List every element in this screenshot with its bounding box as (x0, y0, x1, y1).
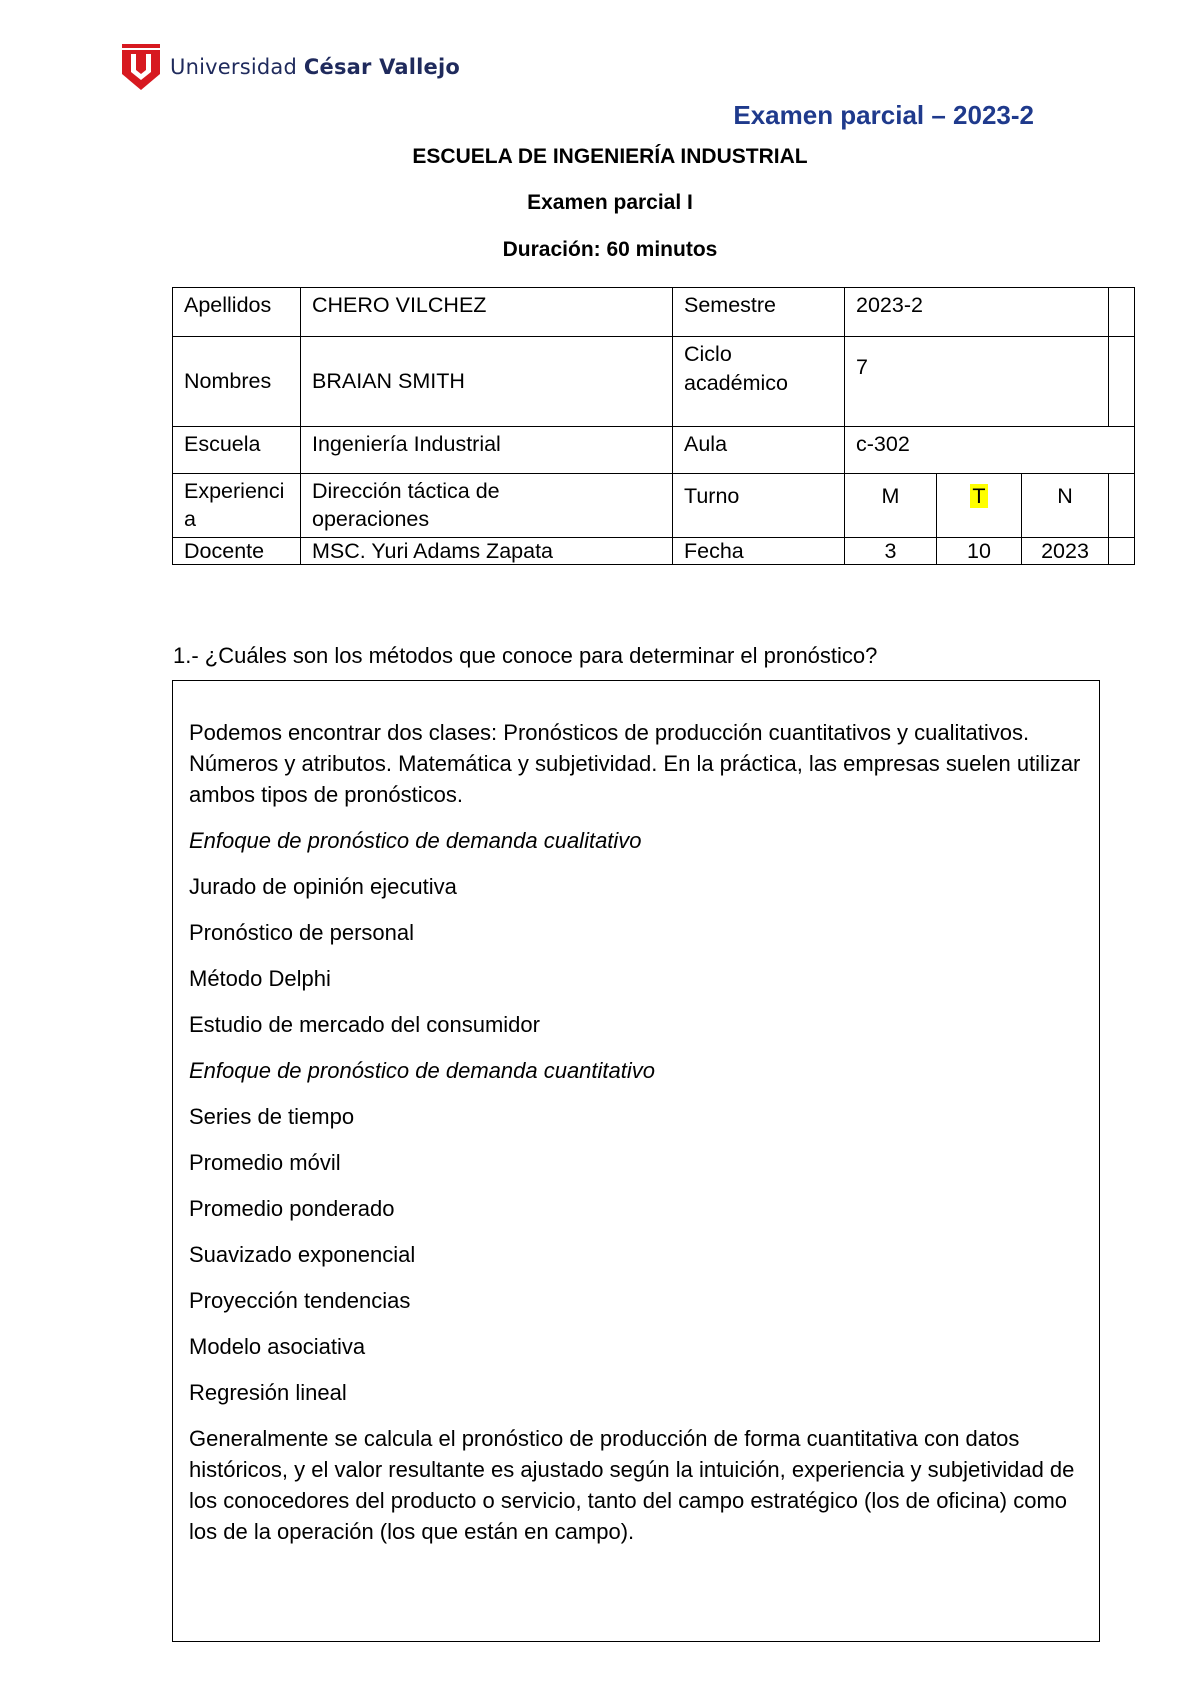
list-item: Estudio de mercado del consumidor (189, 1012, 540, 1037)
escuela-value: Ingeniería Industrial (301, 427, 673, 474)
question-1: 1.- ¿Cuáles son los métodos que conoce para determinar el pronóstico? (173, 643, 878, 668)
list-item: Jurado de opinión ejecutiva (189, 874, 457, 899)
answer-conclusion: Generalmente se calcula el pronóstico de producción de forma cuantitativa con datos históricos, y el valor resultante es ajustado según la intuición, experiencia y subjetividad de los conocedores del producto o servicio, tanto del campo estratégico (los de oficina) como los de la operación (los que están en campo). (189, 1426, 1075, 1544)
turno-label: Turno (673, 474, 845, 538)
turno-m: M (845, 474, 937, 538)
ciclo-label: Ciclo académico (673, 337, 845, 427)
apellidos-value: CHERO VILCHEZ (301, 288, 673, 337)
nombres-label: Nombres (173, 337, 301, 427)
list-item: Series de tiempo (189, 1104, 355, 1129)
list-item: Pronóstico de personal (189, 920, 415, 945)
aula-label: Aula (673, 427, 845, 474)
ciclo-value: 7 (845, 337, 1109, 427)
empty-cell (1109, 288, 1135, 337)
list-item: Método Delphi (189, 966, 331, 991)
docente-value: MSC. Yuri Adams Zapata (301, 538, 673, 565)
table-row (173, 337, 1135, 427)
list-item: Promedio móvil (189, 1150, 341, 1175)
list-item: Regresión lineal (189, 1380, 347, 1405)
student-info-table (172, 287, 1135, 565)
empty-cell (1109, 474, 1135, 538)
fecha-label: Fecha (673, 538, 845, 565)
university-name: Universidad César Vallejo (170, 55, 461, 79)
turno-t (937, 474, 1022, 538)
table-row (173, 474, 1135, 538)
quantitative-heading: Enfoque de pronóstico de demanda cuantitativo (189, 1058, 655, 1083)
fecha-day: 3 (845, 538, 937, 565)
experiencia-label: Experiencia (173, 474, 301, 538)
answer-intro: Podemos encontrar dos clases: Pronósticos de producción cuantitativos y cualitativos. Números y atributos. Matemática y subjetividad. En la práctica, las empresas suelen utilizar ambos tipos de pronósticos. (189, 720, 1081, 807)
school-name: ESCUELA DE INGENIERÍA INDUSTRIAL (412, 145, 808, 168)
table-row (173, 288, 1135, 337)
empty-cell (1109, 538, 1135, 565)
nombres-value: BRAIAN SMITH (301, 337, 673, 427)
semestre-label: Semestre (673, 288, 845, 337)
aula-value: c-302 (845, 427, 1135, 474)
empty-cell (1109, 337, 1135, 427)
turno-t-highlight: T (972, 484, 986, 508)
apellidos-label: Apellidos (173, 288, 301, 337)
fecha-year: 2023 (1022, 538, 1109, 565)
list-item: Proyección tendencias (189, 1288, 411, 1313)
university-logo (122, 44, 460, 90)
docente-label: Docente (173, 538, 301, 565)
fecha-month: 10 (937, 538, 1022, 565)
list-item: Promedio ponderado (189, 1196, 395, 1221)
escuela-label: Escuela (173, 427, 301, 474)
experiencia-value: Dirección táctica de operaciones (301, 474, 673, 538)
ucv-shield-icon (122, 44, 160, 90)
table-row (173, 427, 1135, 474)
exam-subtitle: Examen parcial I (527, 191, 693, 214)
exam-duration: Duración: 60 minutos (502, 238, 718, 261)
exam-title: Examen parcial – 2023-2 (733, 100, 1034, 130)
semestre-value: 2023-2 (845, 288, 1109, 337)
table-row (173, 538, 1135, 565)
qualitative-heading: Enfoque de pronóstico de demanda cualitativo (189, 828, 642, 853)
answer-box (172, 680, 1100, 1642)
list-item: Suavizado exponencial (189, 1242, 416, 1267)
list-item: Modelo asociativa (189, 1334, 366, 1359)
turno-n: N (1022, 474, 1109, 538)
